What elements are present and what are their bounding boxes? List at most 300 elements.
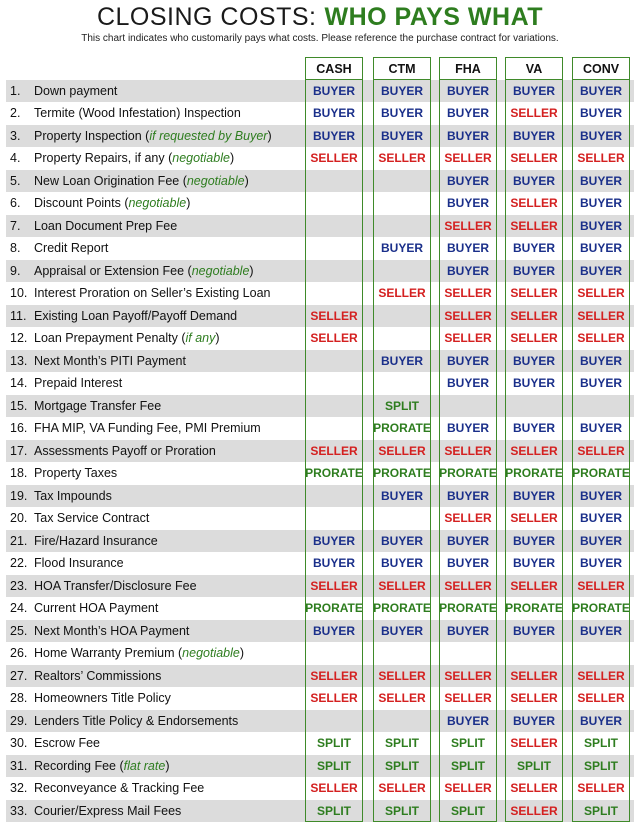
cell-conv: BUYER xyxy=(579,421,622,435)
row-number: 3. xyxy=(10,128,21,143)
cell-fha: SELLER xyxy=(444,578,492,593)
cell-cash: PRORATE xyxy=(305,601,363,615)
row-number: 8. xyxy=(10,241,21,255)
row-label-text: Loan Document Prep Fee xyxy=(34,218,178,233)
cell-fha: BUYER xyxy=(446,353,489,368)
cell-cash xyxy=(305,507,363,530)
row-label-close: ) xyxy=(229,151,235,165)
cell-ctm: PRORATE xyxy=(373,421,431,435)
cell-cash xyxy=(305,395,363,418)
column-header-divider xyxy=(572,79,630,80)
row-label-text: Existing Loan Payoff/Payoff Demand xyxy=(34,308,238,323)
table-row xyxy=(6,462,634,485)
cell-va: SELLER xyxy=(510,803,558,818)
row-number: 4. xyxy=(10,151,21,165)
row-number: 13. xyxy=(10,353,28,368)
cell-ctm: BUYER xyxy=(380,488,423,503)
cell-conv: BUYER xyxy=(579,713,622,728)
cell-ctm: SPLIT xyxy=(384,398,419,413)
cell-va: BUYER xyxy=(512,488,555,503)
cell-fha: PRORATE xyxy=(439,601,497,615)
cell-fha: BUYER xyxy=(446,83,489,98)
row-label xyxy=(34,192,190,215)
row-label xyxy=(34,597,158,620)
row-label-text: Next Month’s HOA Payment xyxy=(34,623,190,638)
table-row xyxy=(6,597,634,620)
cell-va: BUYER xyxy=(512,173,555,188)
row-label xyxy=(34,305,237,328)
cell-fha: SELLER xyxy=(444,331,492,345)
cell-ctm xyxy=(373,327,431,350)
cell-cash xyxy=(305,170,363,193)
row-label-text: Courier/Express Mail Fees xyxy=(34,803,182,818)
row-label xyxy=(34,260,254,283)
row-label xyxy=(34,327,220,350)
cell-conv: BUYER xyxy=(579,218,622,233)
cell-va: SELLER xyxy=(510,106,558,120)
cell-fha: SPLIT xyxy=(450,803,485,818)
row-label xyxy=(34,732,100,755)
table-row xyxy=(6,417,634,440)
row-label-text: Realtors’ Commissions xyxy=(34,668,162,683)
row-label xyxy=(34,125,272,148)
row-label xyxy=(34,507,149,530)
column-header-divider xyxy=(373,79,431,80)
table-row xyxy=(6,485,634,508)
cell-conv: BUYER xyxy=(579,241,622,255)
cell-cash xyxy=(305,260,363,283)
cell-conv: SELLER xyxy=(577,578,625,593)
row-label xyxy=(34,710,238,733)
cell-cash: PRORATE xyxy=(305,466,363,480)
table-row xyxy=(6,327,634,350)
cell-cash xyxy=(305,192,363,215)
cell-conv: SELLER xyxy=(577,331,625,345)
cell-ctm: BUYER xyxy=(380,623,423,638)
row-label xyxy=(34,282,270,305)
cell-va: BUYER xyxy=(512,421,555,435)
cell-cash: SPLIT xyxy=(316,736,351,750)
cell-va: SELLER xyxy=(510,578,558,593)
row-label-close: ) xyxy=(239,646,245,660)
row-number: 16. xyxy=(10,421,28,435)
cell-cash xyxy=(305,642,363,665)
cell-cash xyxy=(305,237,363,260)
table-row xyxy=(6,575,634,598)
row-label xyxy=(34,80,117,103)
row-label xyxy=(34,530,158,553)
cell-fha: BUYER xyxy=(446,128,489,143)
cell-ctm: SELLER xyxy=(378,691,426,705)
table-row xyxy=(6,642,634,665)
cell-fha: SELLER xyxy=(444,218,492,233)
table-row xyxy=(6,125,634,148)
cell-va: SPLIT xyxy=(516,758,551,773)
row-number: 28. xyxy=(10,691,28,705)
table-row xyxy=(6,80,634,103)
column-header-fha: FHA xyxy=(455,62,481,76)
row-number: 18. xyxy=(10,466,28,480)
cell-ctm: BUYER xyxy=(380,241,423,255)
row-number: 26. xyxy=(10,646,28,660)
cell-cash: BUYER xyxy=(312,533,355,548)
cell-cash xyxy=(305,282,363,305)
cell-ctm xyxy=(373,642,431,665)
row-number: 9. xyxy=(10,263,21,278)
row-number: 27. xyxy=(10,668,28,683)
cell-va xyxy=(505,395,563,418)
cell-va xyxy=(505,642,563,665)
cell-va: PRORATE xyxy=(505,466,563,480)
cell-conv: PRORATE xyxy=(572,466,630,480)
cell-conv: SPLIT xyxy=(583,803,618,818)
cell-fha: SELLER xyxy=(444,691,492,705)
cell-va: SELLER xyxy=(510,218,558,233)
row-number: 22. xyxy=(10,556,28,570)
row-number: 2. xyxy=(10,106,21,120)
cell-fha: SELLER xyxy=(444,668,492,683)
cell-ctm: BUYER xyxy=(380,353,423,368)
cell-fha: BUYER xyxy=(446,623,489,638)
column-header-va: VA xyxy=(525,62,543,76)
cell-cash: BUYER xyxy=(312,83,355,98)
row-label-note: negotiable xyxy=(186,173,245,188)
row-label-text: FHA MIP, VA Funding Fee, PMI Premium xyxy=(34,421,261,435)
cell-cash: SELLER xyxy=(310,668,358,683)
row-label-text: Lenders Title Policy & Endorsements xyxy=(34,713,239,728)
row-number: 1. xyxy=(10,83,21,98)
cell-ctm xyxy=(373,260,431,283)
cell-va: SELLER xyxy=(510,511,558,525)
cell-cash: BUYER xyxy=(312,556,355,570)
row-label-text: Home Warranty Premium ( xyxy=(34,646,183,660)
cell-ctm xyxy=(373,170,431,193)
cell-ctm: PRORATE xyxy=(373,601,431,615)
cell-conv: SELLER xyxy=(577,668,625,683)
row-label xyxy=(34,170,249,193)
cell-conv: SELLER xyxy=(577,691,625,705)
row-label-text: Current HOA Payment xyxy=(34,601,159,615)
column-header-cash: CASH xyxy=(316,62,352,76)
cell-va: BUYER xyxy=(512,713,555,728)
row-label-text: Termite (Wood Infestation) Inspection xyxy=(34,106,241,120)
row-label-close: ) xyxy=(244,173,249,188)
row-label xyxy=(34,417,261,440)
cell-cash xyxy=(305,350,363,373)
row-label-text: Homeowners Title Policy xyxy=(34,691,171,705)
cell-va: BUYER xyxy=(512,533,555,548)
column-header-conv: CONV xyxy=(582,62,620,76)
row-label-note: negotiable xyxy=(172,151,230,165)
cell-fha: SELLER xyxy=(444,781,492,795)
cell-conv: BUYER xyxy=(579,263,622,278)
table-row xyxy=(6,777,634,800)
row-label-text: Property Inspection ( xyxy=(34,128,150,143)
cell-fha: SPLIT xyxy=(450,736,485,750)
cell-fha: BUYER xyxy=(446,556,489,570)
cell-conv: SELLER xyxy=(577,286,625,300)
cell-ctm: BUYER xyxy=(380,128,423,143)
row-label-close: ) xyxy=(215,331,220,345)
row-label-text: Property Taxes xyxy=(34,466,118,480)
cell-conv: BUYER xyxy=(579,556,622,570)
row-label-note: negotiable xyxy=(182,646,240,660)
cell-ctm: SELLER xyxy=(378,781,426,795)
row-label xyxy=(34,552,124,575)
cell-cash: SELLER xyxy=(310,691,358,705)
cell-conv: BUYER xyxy=(579,128,622,143)
table-row xyxy=(6,147,634,170)
cell-va: SELLER xyxy=(510,668,558,683)
row-number: 25. xyxy=(10,623,28,638)
cell-cash xyxy=(305,215,363,238)
table-row xyxy=(6,372,634,395)
cell-ctm: SPLIT xyxy=(384,803,419,818)
table-row xyxy=(6,800,634,823)
row-label xyxy=(34,800,181,823)
table-row xyxy=(6,192,634,215)
table-row xyxy=(6,260,634,283)
cell-cash: SELLER xyxy=(310,308,358,323)
cell-ctm: PRORATE xyxy=(373,466,431,480)
cell-va: BUYER xyxy=(512,263,555,278)
row-label-text: Mortgage Transfer Fee xyxy=(34,398,162,413)
cell-va: BUYER xyxy=(512,376,555,390)
row-label-text: Flood Insurance xyxy=(34,556,124,570)
cell-conv: PRORATE xyxy=(572,601,630,615)
cell-fha: PRORATE xyxy=(439,466,497,480)
row-label xyxy=(34,215,177,238)
row-label xyxy=(34,440,216,463)
row-label-text: New Loan Origination Fee ( xyxy=(34,173,187,188)
cell-fha xyxy=(439,395,497,418)
table-row xyxy=(6,732,634,755)
row-label-note: flat rate xyxy=(123,758,166,773)
row-label xyxy=(34,102,241,125)
cell-conv: BUYER xyxy=(579,83,622,98)
table-row xyxy=(6,507,634,530)
table-row xyxy=(6,687,634,710)
cell-conv: BUYER xyxy=(579,353,622,368)
cell-va: PRORATE xyxy=(505,601,563,615)
cell-cash xyxy=(305,710,363,733)
cell-ctm xyxy=(373,305,431,328)
cell-cash xyxy=(305,417,363,440)
row-number: 32. xyxy=(10,781,28,795)
row-number: 33. xyxy=(10,803,28,818)
cell-conv: BUYER xyxy=(579,511,622,525)
cell-conv: SELLER xyxy=(577,781,625,795)
row-label-text: Assessments Payoff or Proration xyxy=(34,443,216,458)
cell-va: BUYER xyxy=(512,241,555,255)
cell-ctm: BUYER xyxy=(380,533,423,548)
row-label-text: Tax Service Contract xyxy=(34,511,150,525)
row-label-close: ) xyxy=(186,196,191,210)
row-label xyxy=(34,485,112,508)
cell-cash: SELLER xyxy=(310,578,358,593)
table-row xyxy=(6,665,634,688)
cell-ctm xyxy=(373,215,431,238)
cell-ctm: BUYER xyxy=(380,83,423,98)
cell-va: BUYER xyxy=(512,623,555,638)
cell-cash: SELLER xyxy=(310,443,358,458)
row-label-note: negotiable xyxy=(128,196,187,210)
row-label-text: Tax Impounds xyxy=(34,488,112,503)
cell-ctm: SPLIT xyxy=(384,736,419,750)
cell-conv: BUYER xyxy=(579,376,622,390)
row-label xyxy=(34,777,204,800)
cell-conv: SPLIT xyxy=(583,736,618,750)
table-row xyxy=(6,395,634,418)
cell-cash: SELLER xyxy=(310,331,358,345)
cell-va: SELLER xyxy=(510,691,558,705)
cell-ctm: SELLER xyxy=(378,668,426,683)
row-label xyxy=(34,687,171,710)
cell-va: SELLER xyxy=(510,308,558,323)
cell-conv: SELLER xyxy=(577,443,625,458)
cell-fha: BUYER xyxy=(446,263,489,278)
title-part-2: WHO PAYS WHAT xyxy=(324,3,544,31)
row-number: 21. xyxy=(10,533,28,548)
cell-fha: BUYER xyxy=(446,196,489,210)
table-row xyxy=(6,710,634,733)
table-row xyxy=(6,530,634,553)
cell-ctm xyxy=(373,710,431,733)
cell-fha xyxy=(439,642,497,665)
row-label-note: if any xyxy=(185,331,216,345)
row-label xyxy=(34,147,234,170)
row-label xyxy=(34,642,244,665)
cell-conv xyxy=(572,395,630,418)
cell-cash: BUYER xyxy=(312,623,355,638)
cell-ctm xyxy=(373,192,431,215)
row-number: 5. xyxy=(10,173,21,188)
column-header-divider xyxy=(305,79,363,80)
cell-fha: BUYER xyxy=(446,421,489,435)
cell-fha: SELLER xyxy=(444,308,492,323)
column-header-divider xyxy=(439,79,497,80)
row-label xyxy=(34,462,117,485)
table-row xyxy=(6,237,634,260)
cell-va: SELLER xyxy=(510,443,558,458)
row-number: 14. xyxy=(10,376,28,390)
row-number: 10. xyxy=(10,286,28,300)
cell-fha: BUYER xyxy=(446,713,489,728)
row-label-note: if requested by Buyer xyxy=(149,128,268,143)
table-row xyxy=(6,170,634,193)
row-label-close: ) xyxy=(165,758,170,773)
row-number: 12. xyxy=(10,331,28,345)
cell-fha: SELLER xyxy=(444,151,492,165)
cell-conv: BUYER xyxy=(579,173,622,188)
cell-fha: BUYER xyxy=(446,241,489,255)
row-label xyxy=(34,755,169,778)
row-number: 20. xyxy=(10,511,28,525)
cell-conv xyxy=(572,642,630,665)
row-label-text: Escrow Fee xyxy=(34,736,100,750)
row-label-text: Down payment xyxy=(34,83,118,98)
row-label-close: ) xyxy=(267,128,272,143)
cell-va: SELLER xyxy=(510,196,558,210)
cell-cash: BUYER xyxy=(312,106,355,120)
row-label-text: Credit Report xyxy=(34,241,109,255)
row-number: 17. xyxy=(10,443,28,458)
row-label xyxy=(34,237,108,260)
title-part-1: CLOSING COSTS: xyxy=(96,3,317,31)
cell-ctm: BUYER xyxy=(380,556,423,570)
row-number: 19. xyxy=(10,488,28,503)
row-number: 30. xyxy=(10,736,28,750)
row-label-text: Next Month’s PITI Payment xyxy=(34,353,186,368)
column-header-ctm: CTM xyxy=(388,62,416,76)
table-row xyxy=(6,305,634,328)
cell-va: BUYER xyxy=(512,83,555,98)
cell-fha: BUYER xyxy=(446,173,489,188)
row-label xyxy=(34,372,122,395)
row-label-text: Prepaid Interest xyxy=(34,376,123,390)
row-label-text: Appraisal or Extension Fee ( xyxy=(34,263,192,278)
cell-conv: BUYER xyxy=(579,106,622,120)
row-label-note: negotiable xyxy=(191,263,250,278)
cell-ctm xyxy=(373,372,431,395)
row-number: 6. xyxy=(10,196,21,210)
cell-ctm xyxy=(373,507,431,530)
cell-fha: SELLER xyxy=(444,286,492,300)
cell-ctm: SELLER xyxy=(378,443,426,458)
cell-cash: SELLER xyxy=(310,781,358,795)
table-row xyxy=(6,620,634,643)
cell-va: SELLER xyxy=(510,286,558,300)
row-label-text: Recording Fee ( xyxy=(34,758,124,773)
page-title xyxy=(0,3,640,32)
table-row xyxy=(6,552,634,575)
row-number: 29. xyxy=(10,713,28,728)
row-label-close: ) xyxy=(249,263,254,278)
table-row xyxy=(6,440,634,463)
row-label-text: Fire/Hazard Insurance xyxy=(34,533,158,548)
row-label-text: Property Repairs, if any ( xyxy=(34,151,173,165)
table-row xyxy=(6,102,634,125)
row-number: 7. xyxy=(10,218,21,233)
cell-ctm: SELLER xyxy=(378,578,426,593)
cell-conv: BUYER xyxy=(579,533,622,548)
cell-va: SELLER xyxy=(510,151,558,165)
row-number: 23. xyxy=(10,578,28,593)
cell-cash: SELLER xyxy=(310,151,358,165)
cell-cash: SPLIT xyxy=(316,758,351,773)
cell-conv: SELLER xyxy=(577,151,625,165)
table-row xyxy=(6,350,634,373)
row-number: 31. xyxy=(10,758,28,773)
subtitle: This chart indicates who customarily pays what costs. Please reference the purchase contract for variations. xyxy=(81,33,559,44)
cell-conv: BUYER xyxy=(579,623,622,638)
cell-conv: SPLIT xyxy=(583,758,618,773)
row-label xyxy=(34,350,186,373)
cell-va: SELLER xyxy=(510,736,558,750)
cell-fha: BUYER xyxy=(446,488,489,503)
cell-cash: BUYER xyxy=(312,128,355,143)
table-row xyxy=(6,755,634,778)
row-label-text: Reconveyance & Tracking Fee xyxy=(34,781,205,795)
cell-ctm: SPLIT xyxy=(384,758,419,773)
cell-conv: SELLER xyxy=(577,308,625,323)
cell-fha: BUYER xyxy=(446,533,489,548)
row-label xyxy=(34,665,161,688)
row-number: 24. xyxy=(10,601,28,615)
cell-ctm: SELLER xyxy=(378,151,426,165)
row-label xyxy=(34,620,189,643)
cell-fha: SELLER xyxy=(444,443,492,458)
